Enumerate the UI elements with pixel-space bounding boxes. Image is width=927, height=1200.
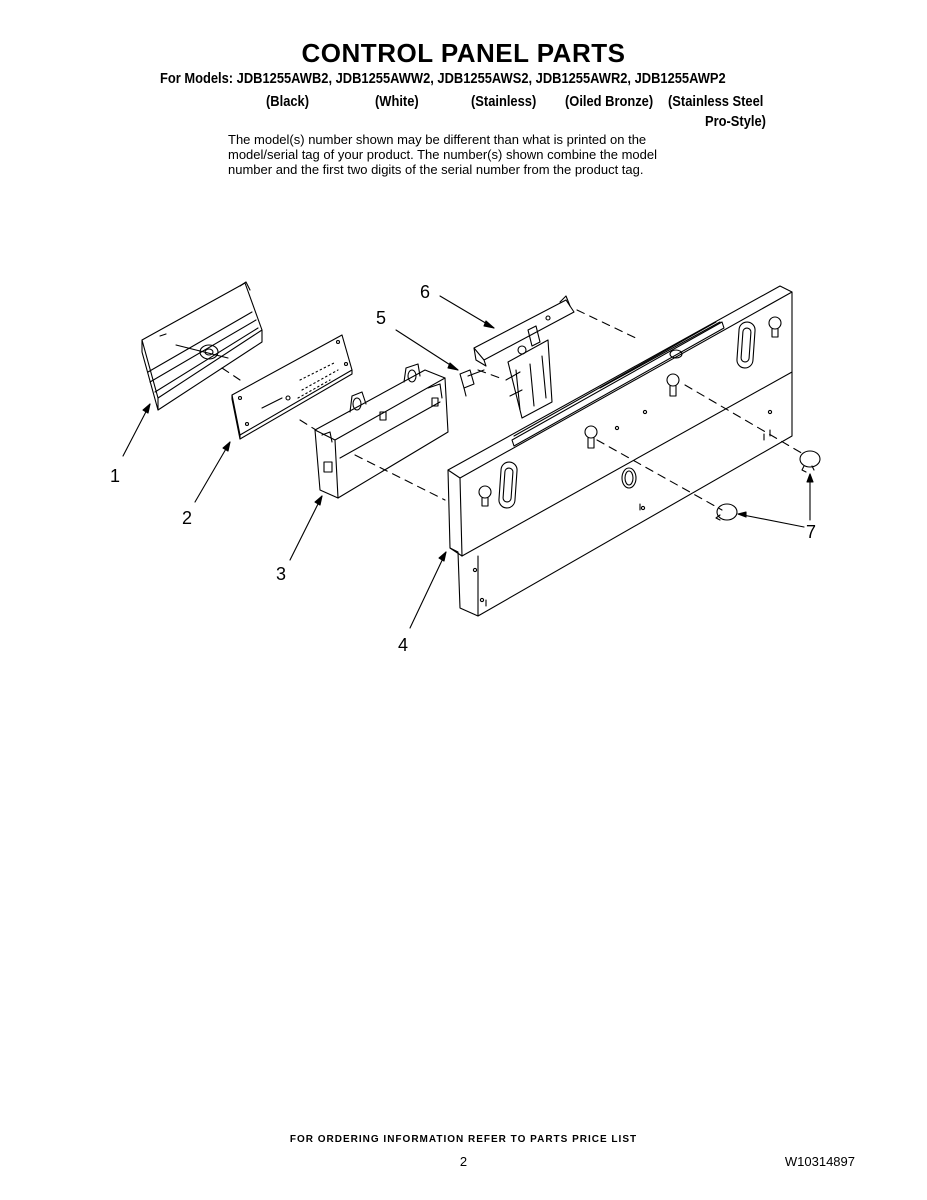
part-6-latch xyxy=(474,296,574,418)
callout-7: 7 xyxy=(806,522,817,542)
callout-2: 2 xyxy=(182,508,193,528)
part-7-screw-a xyxy=(800,451,820,472)
models-line: For Models: JDB1255AWB2, JDB1255AWW2, JDB1255AWS2, JDB1255AWR2, JDB1255AWP2 xyxy=(160,70,726,87)
finish-white: (White) xyxy=(375,93,419,110)
finish-stainless-steel: (Stainless Steel xyxy=(668,93,764,110)
part-7-screw-b xyxy=(716,504,737,520)
callout-3: 3 xyxy=(276,564,287,584)
callout-1: 1 xyxy=(110,466,121,486)
finish-oiled-bronze: (Oiled Bronze) xyxy=(565,93,654,110)
page-title: CONTROL PANEL PARTS xyxy=(301,38,626,68)
callout-6: 6 xyxy=(420,282,431,302)
part-5-switch xyxy=(460,370,484,396)
ordering-footer: FOR ORDERING INFORMATION REFER TO PARTS PRICE LIST xyxy=(289,1134,638,1145)
finish-black: (Black) xyxy=(266,93,310,110)
note-line-1: The model(s) number shown may be different than what is printed on the xyxy=(228,132,647,147)
callout-4: 4 xyxy=(398,635,409,655)
document-number: W10314897 xyxy=(784,1154,855,1169)
note-line-2: model/serial tag of your product. The number(s) shown combine the model xyxy=(228,147,657,162)
note-line-3: number and the first two digits of the serial number from the product tag. xyxy=(228,162,644,177)
callout-5: 5 xyxy=(376,308,387,328)
finish-pro-style: Pro-Style) xyxy=(705,113,766,130)
page-number: 2 xyxy=(459,1154,468,1169)
finish-stainless: (Stainless) xyxy=(471,93,537,110)
